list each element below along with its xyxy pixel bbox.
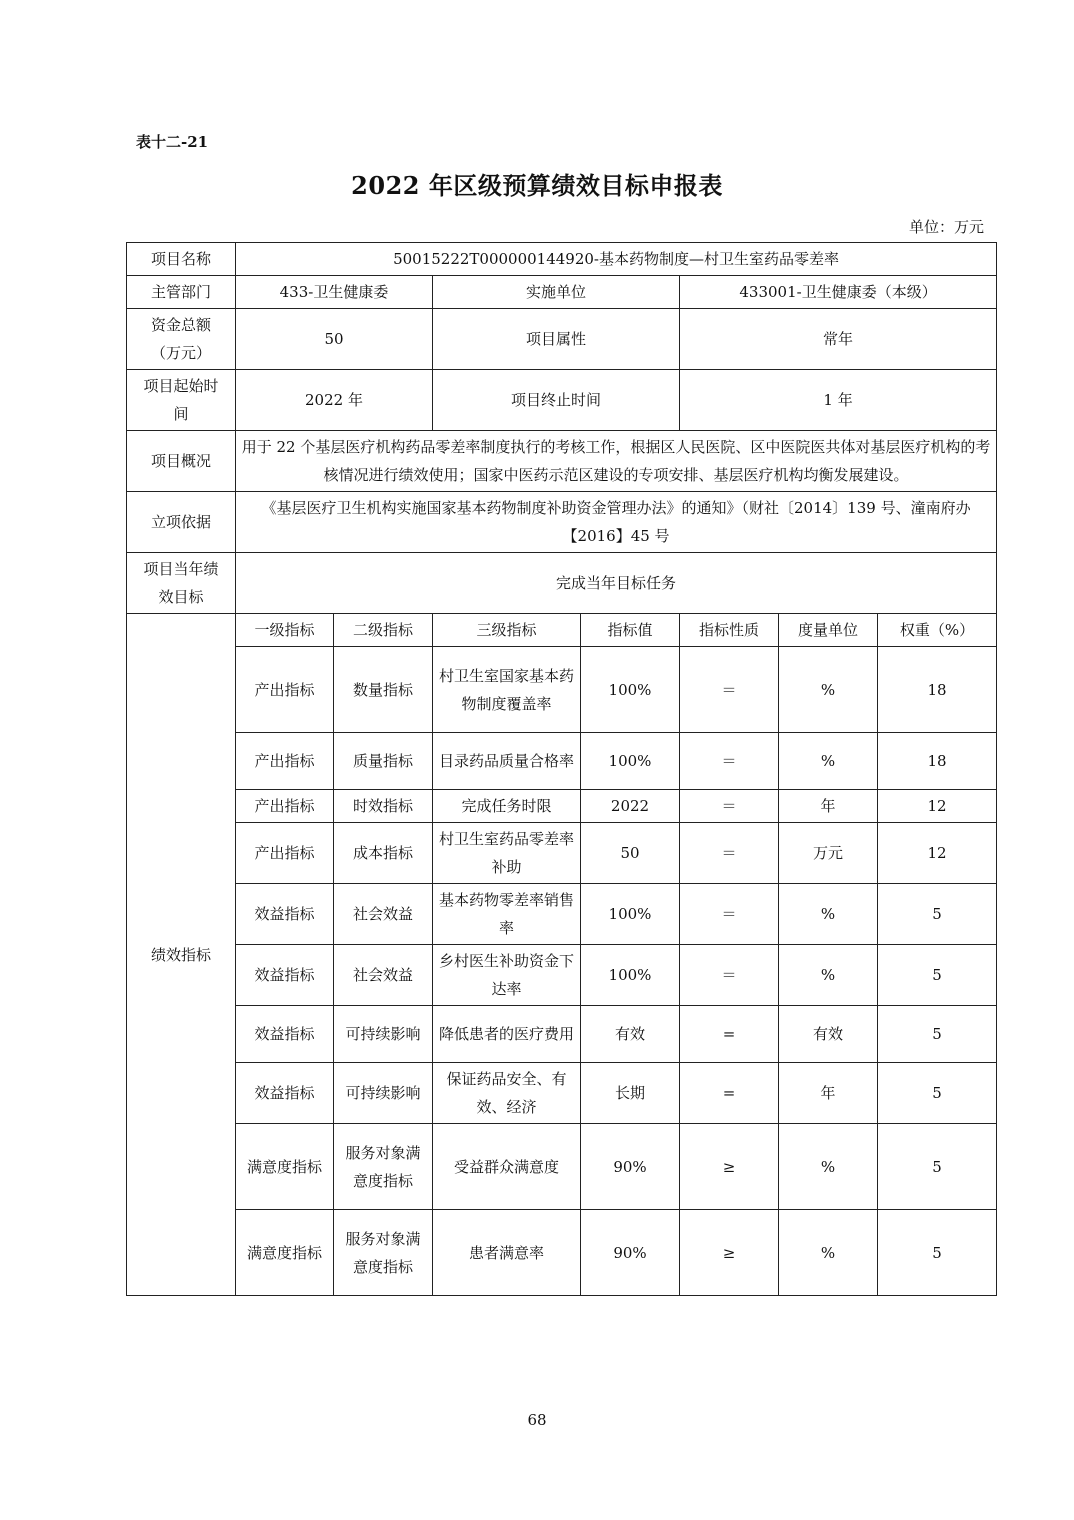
level3-cell: 保证药品安全、有效、经济 [433, 1063, 581, 1124]
level2-cell: 成本指标 [334, 823, 433, 884]
level1-cell: 效益指标 [236, 945, 334, 1006]
overview-value: 用于 22 个基层医疗机构药品零差率制度执行的考核工作，根据区人民医院、区中医院医共体对基层医疗机构的考核情况进行绩效使用；国家中医药示范区建设的专项安排、基层医疗机构均衡发展建设。 [236, 431, 997, 492]
level1-cell: 效益指标 [236, 884, 334, 945]
level3-cell: 基本药物零差率销售率 [433, 884, 581, 945]
project-name-label: 项目名称 [127, 243, 236, 276]
level2-cell: 服务对象满意度指标 [334, 1210, 433, 1296]
level3-cell: 患者满意率 [433, 1210, 581, 1296]
level1-cell: 效益指标 [236, 1006, 334, 1063]
end-value: 1 年 [680, 370, 997, 431]
level2-cell: 可持续影响 [334, 1063, 433, 1124]
unit-cell: 年 [779, 1063, 878, 1124]
table-row [127, 733, 997, 790]
level2-cell: 时效指标 [334, 790, 433, 823]
table-row [127, 1124, 997, 1210]
nature-cell: = [680, 1006, 779, 1063]
table-row [127, 1063, 997, 1124]
goal-label: 项目当年绩 效目标 [127, 553, 236, 614]
nature-cell: ＝ [680, 884, 779, 945]
value-cell: 100% [581, 733, 680, 790]
weight-cell: 18 [878, 647, 997, 733]
unit-cell: % [779, 1124, 878, 1210]
column-header: 二级指标 [334, 614, 433, 647]
level3-cell: 完成任务时限 [433, 790, 581, 823]
value-cell: 2022 [581, 790, 680, 823]
attr-label: 项目属性 [433, 309, 680, 370]
unit-cell: 万元 [779, 823, 878, 884]
table-row [127, 790, 997, 823]
weight-cell: 12 [878, 790, 997, 823]
unit-cell: % [779, 884, 878, 945]
level2-cell: 质量指标 [334, 733, 433, 790]
project-name-value: 50015222T000000144920-基本药物制度—村卫生室药品零差率 [236, 243, 997, 276]
value-cell: 90% [581, 1124, 680, 1210]
unit-cell: % [779, 647, 878, 733]
fund-label: 资金总额 （万元） [127, 309, 236, 370]
basis-value: 《基层医疗卫生机构实施国家基本药物制度补助资金管理办法》的通知》（财社〔2014〕139 号、潼南府办【2016】45 号 [236, 492, 997, 553]
level1-cell: 产出指标 [236, 823, 334, 884]
level1-cell: 满意度指标 [236, 1124, 334, 1210]
weight-cell: 18 [878, 733, 997, 790]
start-label: 项目起始时 间 [127, 370, 236, 431]
overview-label: 项目概况 [127, 431, 236, 492]
value-cell: 100% [581, 647, 680, 733]
unit-label: 单位：万元 [908, 218, 984, 236]
level3-cell: 村卫生室国家基本药物制度覆盖率 [433, 647, 581, 733]
level1-cell: 效益指标 [236, 1063, 334, 1124]
nature-cell: = [680, 1063, 779, 1124]
table-row [127, 1006, 997, 1063]
dept-value: 433-卫生健康委 [236, 276, 433, 309]
table-row [127, 945, 997, 1006]
level1-cell: 产出指标 [236, 733, 334, 790]
nature-cell: ≥ [680, 1210, 779, 1296]
level1-cell: 产出指标 [236, 790, 334, 823]
nature-cell: ＝ [680, 945, 779, 1006]
table-row [127, 647, 997, 733]
column-header: 指标值 [581, 614, 680, 647]
weight-cell: 12 [878, 823, 997, 884]
weight-cell: 5 [878, 1124, 997, 1210]
page-number: 68 [527, 1411, 547, 1429]
start-value: 2022 年 [236, 370, 433, 431]
unit-cell: % [779, 945, 878, 1006]
level3-cell: 村卫生室药品零差率补助 [433, 823, 581, 884]
fund-value: 50 [236, 309, 433, 370]
value-cell: 有效 [581, 1006, 680, 1063]
level2-cell: 数量指标 [334, 647, 433, 733]
unit-cell: 年 [779, 790, 878, 823]
value-cell: 50 [581, 823, 680, 884]
table-row [127, 1210, 997, 1296]
weight-cell: 5 [878, 1210, 997, 1296]
level2-cell: 社会效益 [334, 945, 433, 1006]
dept-label: 主管部门 [127, 276, 236, 309]
value-cell: 90% [581, 1210, 680, 1296]
level3-cell: 目录药品质量合格率 [433, 733, 581, 790]
nature-cell: ＝ [680, 823, 779, 884]
column-header: 三级指标 [433, 614, 581, 647]
goal-value: 完成当年目标任务 [236, 553, 997, 614]
value-cell: 100% [581, 945, 680, 1006]
level2-cell: 社会效益 [334, 884, 433, 945]
nature-cell: ＝ [680, 790, 779, 823]
table-number: 表十二-21 [136, 133, 209, 151]
weight-cell: 5 [878, 1063, 997, 1124]
indicator-section-label: 绩效指标 [127, 614, 236, 1296]
impl-label: 实施单位 [433, 276, 680, 309]
end-label: 项目终止时间 [433, 370, 680, 431]
attr-value: 常年 [680, 309, 997, 370]
performance-target-table [126, 242, 997, 1296]
nature-cell: ＝ [680, 647, 779, 733]
column-header: 度量单位 [779, 614, 878, 647]
level1-cell: 产出指标 [236, 647, 334, 733]
page-title: 2022 年区级预算绩效目标申报表 [351, 171, 723, 200]
level3-cell: 乡村医生补助资金下达率 [433, 945, 581, 1006]
level2-cell: 服务对象满意度指标 [334, 1124, 433, 1210]
weight-cell: 5 [878, 884, 997, 945]
unit-cell: % [779, 1210, 878, 1296]
level1-cell: 满意度指标 [236, 1210, 334, 1296]
nature-cell: ＝ [680, 733, 779, 790]
impl-value: 433001-卫生健康委（本级） [680, 276, 997, 309]
weight-cell: 5 [878, 1006, 997, 1063]
value-cell: 长期 [581, 1063, 680, 1124]
table-row [127, 823, 997, 884]
value-cell: 100% [581, 884, 680, 945]
unit-cell: 有效 [779, 1006, 878, 1063]
weight-cell: 5 [878, 945, 997, 1006]
level2-cell: 可持续影响 [334, 1006, 433, 1063]
column-header: 一级指标 [236, 614, 334, 647]
unit-cell: % [779, 733, 878, 790]
level3-cell: 降低患者的医疗费用 [433, 1006, 581, 1063]
column-header: 权重（%） [878, 614, 997, 647]
nature-cell: ≥ [680, 1124, 779, 1210]
column-header: 指标性质 [680, 614, 779, 647]
basis-label: 立项依据 [127, 492, 236, 553]
table-row [127, 884, 997, 945]
level3-cell: 受益群众满意度 [433, 1124, 581, 1210]
